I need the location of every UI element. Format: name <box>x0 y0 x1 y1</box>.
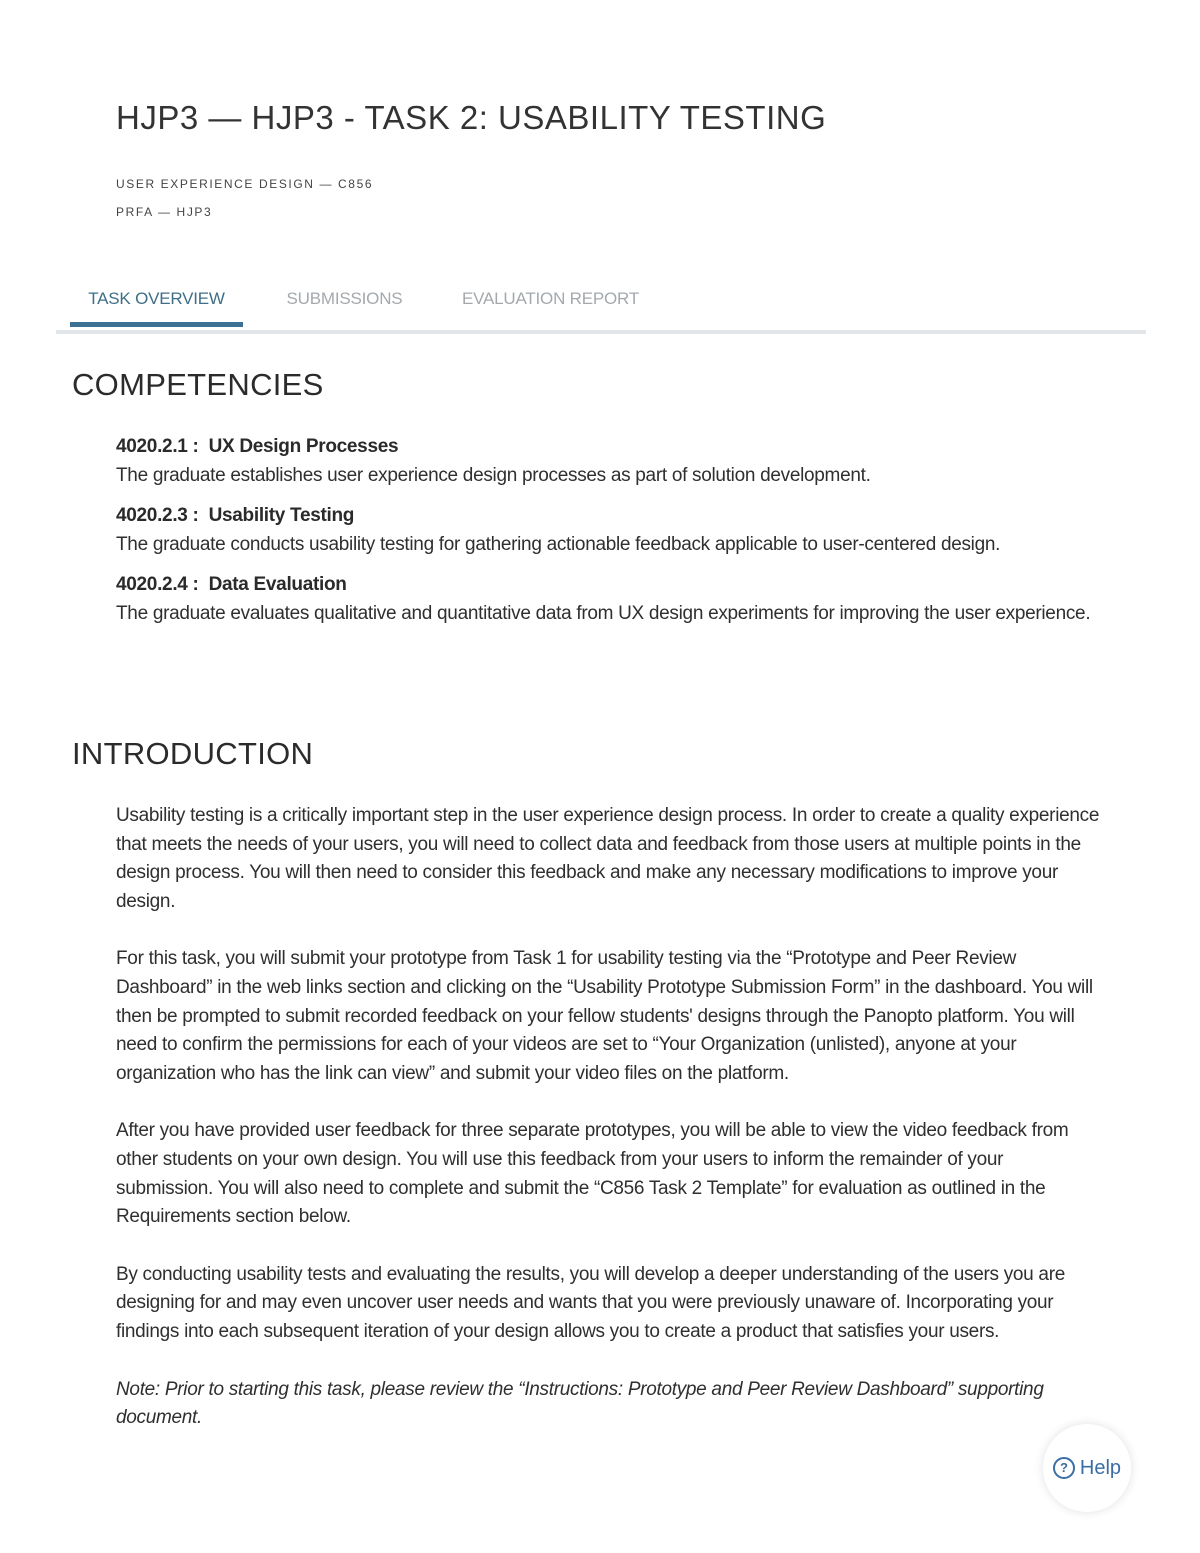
competency-item <box>116 502 1106 559</box>
competency-item <box>116 433 1106 490</box>
help-button[interactable] <box>1043 1424 1131 1512</box>
competency-description: The graduate conducts usability testing for gathering actionable feedback applicable to user-centered design. <box>116 534 1001 555</box>
competency-code: 4020.2.3 : <box>116 505 199 526</box>
competency-title <box>116 433 1106 461</box>
tab-task-overview[interactable]: TASK OVERVIEW <box>88 289 225 308</box>
intro-paragraph: Usability testing is a critically important step in the user experience design process. In order to create a quality experience that meets the needs of your users, you will need to collect data and feedback from those users at multiple points in the design process. You will then need to consider this feedback and make any necessary modifications to improve your design. <box>116 805 1100 912</box>
tab-evaluation-report[interactable]: EVALUATION REPORT <box>461 289 640 308</box>
intro-note: Note: Prior to starting this task, please review the “Instructions: Prototype and Peer Review Dashboard” supporting document. <box>116 1378 1044 1429</box>
competency-name: Usability Testing <box>208 505 355 526</box>
competencies-list <box>116 433 1106 640</box>
intro-paragraph: By conducting usability tests and evaluating the results, you will develop a deeper understanding of the users you are designing for and may even uncover user needs and wants that you were previously unaware of. Incorporating your findings into each subsequent iteration of your design allows you to create a product that satisfies your users. <box>116 1263 1065 1342</box>
competency-description: The graduate establishes user experience design processes as part of solution development. <box>116 465 871 486</box>
competency-name: Data Evaluation <box>208 574 347 595</box>
page-title: HJP3 — HJP3 - TASK 2: USABILITY TESTING <box>116 99 827 136</box>
assessment-code: PRFA — HJP3 <box>116 205 213 219</box>
question-circle-icon: ? <box>1053 1457 1075 1479</box>
page-header <box>116 96 1116 226</box>
active-tab-indicator <box>70 322 243 327</box>
intro-paragraph: For this task, you will submit your prototype from Task 1 for usability testing via the “Prototype and Peer Review Dashboard” in the web links section and clicking on the “Usability Prototype Submission Form” in the dashboard. You will then be prompted to submit recorded feedback on your fellow students' designs through the Panopto platform. You will need to confirm the permissions for each of your videos are set to “Your Organization (unlisted), anyone at your organization who has the link can view” and submit your video files on the platform. <box>116 948 1093 1084</box>
competency-description: The graduate evaluates qualitative and quantitative data from UX design experiments for improving the user experience. <box>116 603 1091 624</box>
tab-bar <box>56 274 1146 334</box>
course-name: USER EXPERIENCE DESIGN — C856 <box>116 177 374 191</box>
introduction-body <box>116 802 1101 1462</box>
competency-item <box>116 571 1106 628</box>
intro-paragraph: After you have provided user feedback for three separate prototypes, you will be able to view the video feedback from other students on your own design. You will use this feedback from your users to inform the remainder of your submission. You will also need to complete and submit the “C856 Task 2 Template” for evaluation as outlined in the Requirements section below. <box>116 1120 1069 1228</box>
introduction-heading: INTRODUCTION <box>72 736 314 771</box>
competency-code: 4020.2.4 : <box>116 574 199 595</box>
competency-name: UX Design Processes <box>208 436 399 457</box>
tab-submissions[interactable]: SUBMISSIONS <box>286 289 403 308</box>
competency-title <box>116 571 1106 599</box>
competency-code: 4020.2.1 : <box>116 436 199 457</box>
competency-title <box>116 502 1106 530</box>
competencies-heading: COMPETENCIES <box>72 367 324 402</box>
help-label: Help <box>1079 1456 1122 1479</box>
